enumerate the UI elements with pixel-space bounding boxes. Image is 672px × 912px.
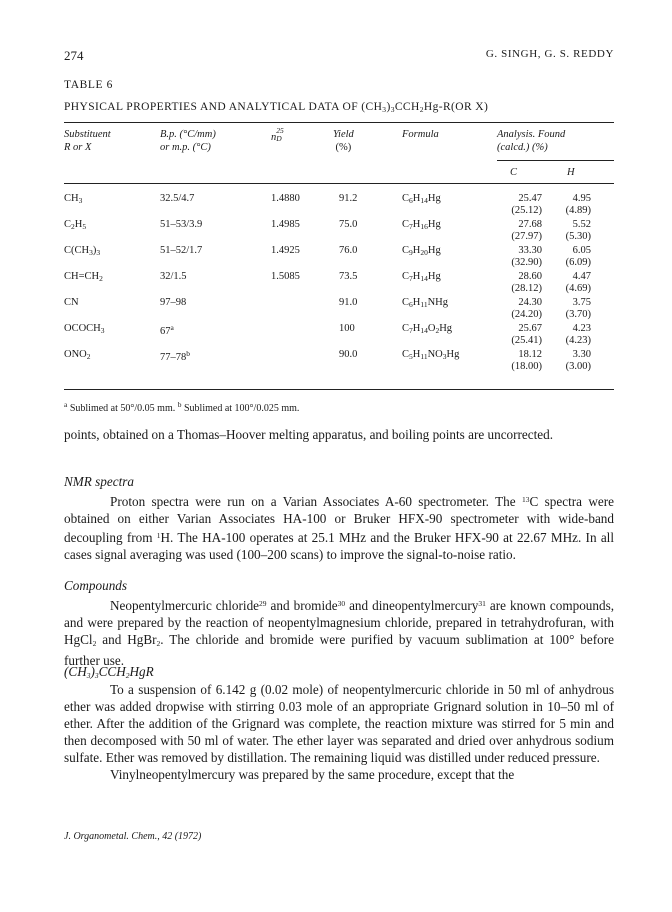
cell-bp: 97–98 — [160, 297, 187, 308]
table-header-rule — [64, 183, 614, 184]
cell-c-calcd: (28.12) — [511, 283, 542, 294]
cell-h-found: 5.52 — [572, 219, 591, 230]
cell-substituent: $C(CH_3)_3$ — [64, 245, 101, 257]
cell-yield: 100 — [339, 323, 355, 334]
cell-formula: $C_6H_{14}Hg$ — [402, 193, 441, 205]
cell-nd: 1.4925 — [271, 245, 300, 256]
cell-yield: 91.0 — [339, 297, 358, 308]
cell-nd: 1.4880 — [271, 193, 300, 204]
intro-paragraph: points, obtained on a Thomas–Hoover melting apparatus, and boiling points are uncorrected. — [64, 427, 554, 442]
cell-yield: 73.5 — [339, 271, 358, 282]
cell-c-calcd: (25.41) — [511, 335, 542, 346]
col-substituent: Substituent R or X — [64, 129, 111, 153]
cell-yield: 75.0 — [339, 219, 358, 230]
cell-h-found: 4.23 — [572, 323, 591, 334]
cell-bp: 51–53/3.9 — [160, 219, 203, 230]
cell-bp: 67$^a$ — [160, 323, 174, 337]
cell-bp: 32.5/4.7 — [160, 193, 195, 204]
cell-h-calcd: (4.23) — [565, 335, 591, 346]
cell-c-found: 28.60 — [518, 271, 542, 282]
col-h: H — [567, 167, 575, 178]
cell-h-found: 3.30 — [572, 349, 591, 360]
cell-c-calcd: (25.12) — [511, 205, 542, 216]
cell-formula: $C_7H_{14}O_2Hg$ — [402, 323, 453, 335]
cell-h-calcd: (6.09) — [565, 257, 591, 268]
cell-c-found: 33.30 — [518, 245, 542, 256]
cell-yield: 90.0 — [339, 349, 358, 360]
cell-substituent: $CH_3$ — [64, 193, 83, 205]
cell-c-found: 24.30 — [518, 297, 542, 308]
cell-substituent: $OCOCH_3$ — [64, 323, 105, 335]
nmr-heading: NMR spectra — [64, 474, 134, 489]
col-yield: Yield (%) — [333, 129, 354, 153]
journal-citation: J. Organometal. Chem., 42 (1972) — [64, 831, 202, 842]
table-bottom-rule — [64, 389, 614, 390]
cell-substituent: $CH=CH_2$ — [64, 271, 103, 283]
cell-c-calcd: (27.97) — [511, 231, 542, 242]
cell-nd: 1.4985 — [271, 219, 300, 230]
table-title: PHYSICAL PROPERTIES AND ANALYTICAL DATA OF $(CH_3)_3CCH_2Hg-R(OR$ X) — [64, 101, 489, 114]
page-number: 274 — [64, 48, 84, 63]
cell-yield: 76.0 — [339, 245, 358, 256]
col-formula: Formula — [402, 129, 439, 140]
cell-c-calcd: (24.20) — [511, 309, 542, 320]
cell-h-calcd: (3.00) — [565, 361, 591, 372]
cell-nd: 1.5085 — [271, 271, 300, 282]
compounds-paragraph: Neopentylmercuric chloride$^{29}$ and bromide$^{30}$ and dineopentylmercury$^{31}$ are known compounds, and were prepared by the reaction of neopentylmagnesium chloride, prepared in tetrahydrofuran, with HgCl$_2$ and HgBr$_2$. The chloride and bromide were purified by vacuum sublimation at 100° before further use. — [64, 598, 614, 668]
analysis-sub-rule — [497, 160, 614, 161]
cell-h-found: 6.05 — [572, 245, 591, 256]
page-header — [64, 48, 614, 66]
table-footnote: $^a$ Sublimed at 50°/0.05 mm. $^b$ Sublimed at 100°/0.025 mm. — [64, 400, 300, 414]
running-head: G. SINGH, G. S. REDDY — [485, 48, 614, 60]
cell-substituent: $C_2H_5$ — [64, 219, 87, 231]
prep-heading: $(CH_3)_3CCH_2HgR$ — [64, 664, 154, 680]
cell-substituent: $ONO_2$ — [64, 349, 91, 361]
nmr-paragraph: Proton spectra were run on a Varian Associates A-60 spectrometer. The $^{13}$C spectra were obtained on either Varian Associates HA-100 or Bruker HFX-90 spectrometer with wide-band decoupling from $^1$H. The HA-100 operates at 25.1 MHz and the Bruker HFX-90 at 22.67 MHz. In all cases signal averaging was used (100–200 scans) to improve the signal-to-noise ratio. — [64, 494, 614, 562]
prep-paragraph: To a suspension of 6.142 g (0.02 mole) of neopentylmercuric chloride in 50 ml of anhydrous ether was added dropwise with stirring 0.03 mole of an appropriate Grignard solution in 10–50 ml of ether. After the addition of the Grignard was complete, the reaction mixture was stirred for 5 min and then decomposed with 50 ml of water. The ether layer was separated and dried over anhydrous sodium sulfate. Ether was removed by distillation. The remaining liquid was distilled under reduced pressure. Vinylneopentylmercury was prepared by the same procedure, except that the — [64, 682, 614, 782]
table-label: TABLE 6 — [64, 79, 113, 91]
cell-bp: 51–52/1.7 — [160, 245, 203, 256]
col-bp: B.p. (°C/mm) or m.p. (°C) — [160, 129, 216, 153]
col-c: C — [510, 167, 518, 178]
cell-h-calcd: (4.69) — [565, 283, 591, 294]
cell-h-calcd: (5.30) — [565, 231, 591, 242]
cell-formula: $C_5H_{11}NO_3Hg$ — [402, 349, 460, 361]
cell-formula: $C_7H_{16}Hg$ — [402, 219, 441, 231]
col-nd: n 25 D — [271, 126, 284, 143]
cell-formula: $C_9H_{20}Hg$ — [402, 245, 441, 257]
cell-h-found: 4.47 — [572, 271, 591, 282]
cell-formula: $C_6H_{11}NHg$ — [402, 297, 449, 309]
cell-yield: 91.2 — [339, 193, 358, 204]
cell-h-found: 4.95 — [572, 193, 591, 204]
table-top-rule — [64, 122, 614, 123]
cell-c-found: 25.67 — [518, 323, 542, 334]
cell-bp: 77–78$^b$ — [160, 349, 190, 363]
cell-bp: 32/1.5 — [160, 271, 187, 282]
cell-substituent: CN — [64, 297, 79, 308]
cell-c-calcd: (18.00) — [511, 361, 542, 372]
cell-h-found: 3.75 — [572, 297, 591, 308]
cell-c-found: 27.68 — [518, 219, 542, 230]
cell-c-calcd: (32.90) — [511, 257, 542, 268]
compounds-heading: Compounds — [64, 578, 128, 593]
cell-formula: $C_7H_{14}Hg$ — [402, 271, 441, 283]
cell-c-found: 25.47 — [518, 193, 542, 204]
cell-h-calcd: (3.70) — [565, 309, 591, 320]
cell-h-calcd: (4.89) — [565, 205, 591, 216]
col-analysis: Analysis. Found (calcd.) (%) — [497, 129, 566, 153]
vinyl-paragraph: Vinylneopentylmercury was prepared by the same procedure, except that the — [110, 767, 515, 782]
cell-c-found: 18.12 — [518, 349, 542, 360]
